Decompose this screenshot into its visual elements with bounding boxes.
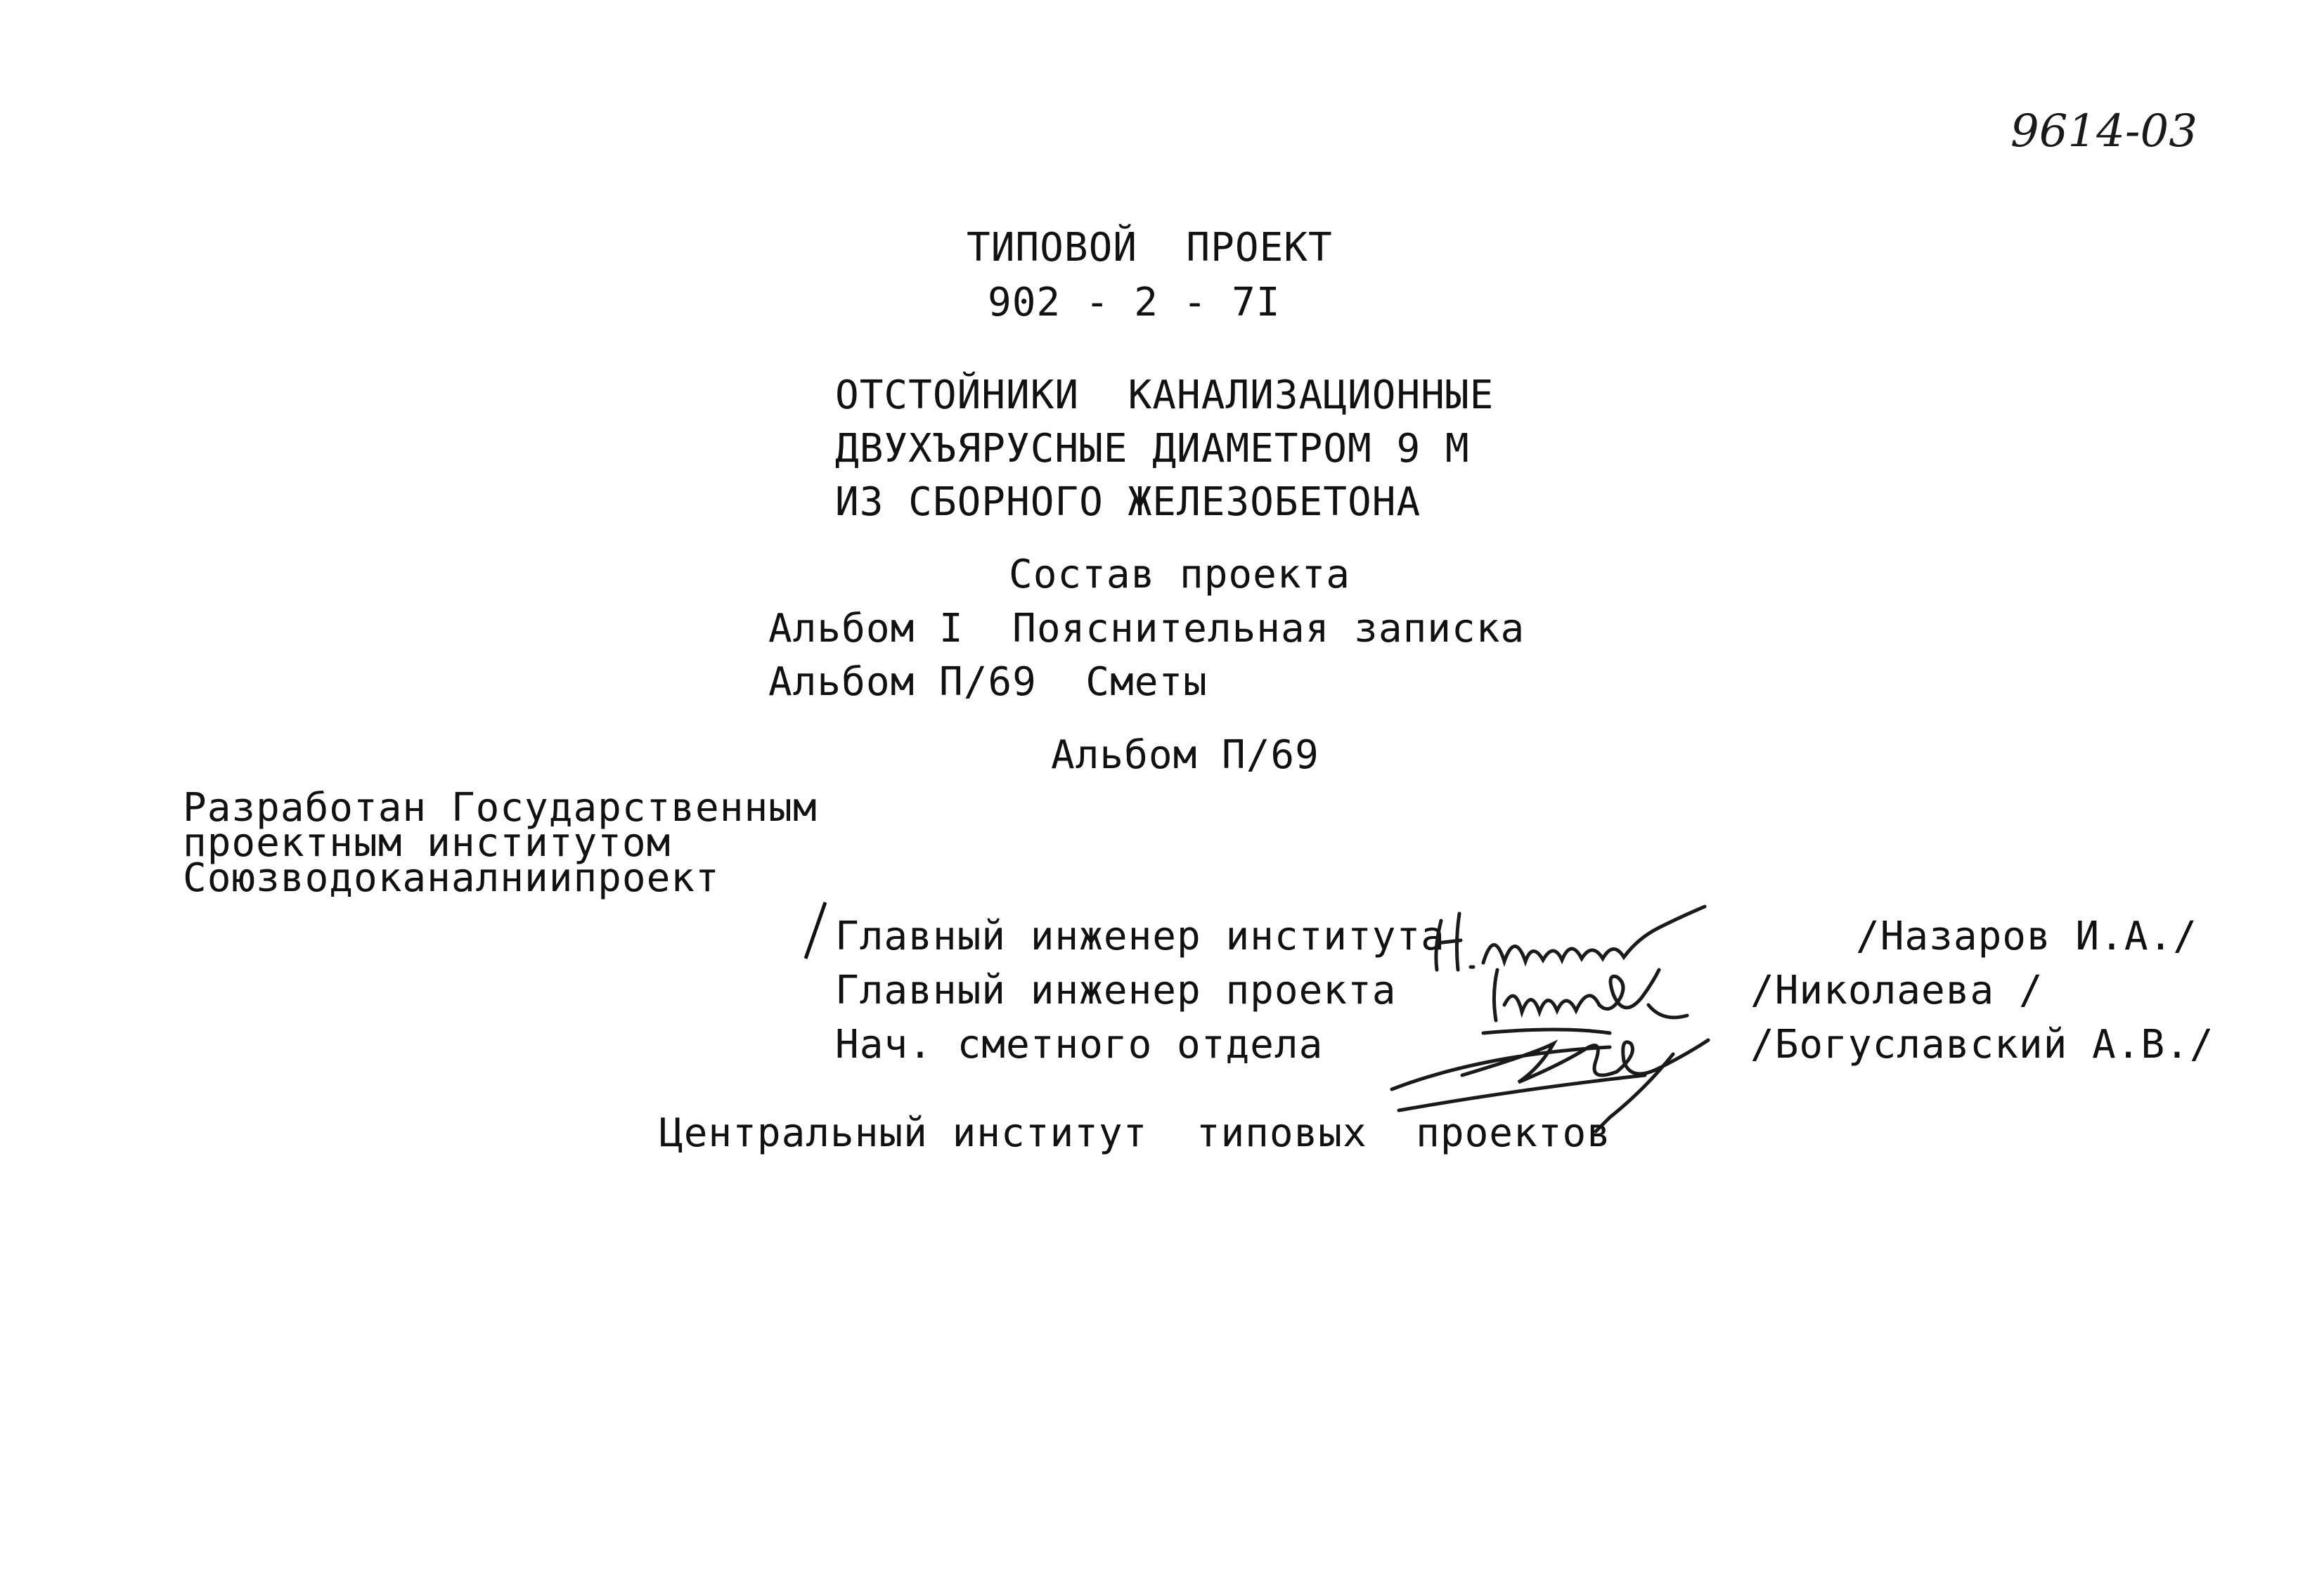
- publisher-line: Центральный институт типовых проектов: [659, 1110, 1611, 1156]
- composition-heading: Состав проекта: [1009, 552, 1351, 597]
- subject-line-3: ИЗ СБОРНОГО ЖЕЛЕЗОБЕТОНА: [835, 479, 1421, 525]
- current-album: Альбом П/69: [1051, 732, 1319, 778]
- signatory-role-2: Главный инженер проекта: [835, 968, 1397, 1013]
- project-number: 902 - 2 - 7I: [988, 280, 1281, 325]
- album-1: Альбом I Пояснительная записка: [768, 606, 1525, 651]
- signatory-role-3: Нач. сметного отдела: [835, 1022, 1324, 1067]
- archive-number: 9614-03: [2010, 105, 2197, 157]
- signatory-role-1: Главный инженер института: [835, 914, 1445, 959]
- project-type-title: ТИПОВОЙ ПРОЕКТ: [967, 225, 1333, 271]
- signatory-name-2: /Николаева /: [1750, 968, 2044, 1013]
- signatory-name-1: /Назаров И.А./: [1856, 914, 2198, 959]
- developer-line-1: Разработан Государственным: [183, 785, 818, 831]
- slash-mark: [801, 900, 829, 963]
- subject-line-2: ДВУХЪЯРУСНЫЕ ДИАМЕТРОМ 9 М: [835, 426, 1470, 472]
- developer-line-3: Союзводоканалниипроект: [183, 855, 720, 901]
- album-2: Альбом П/69 Сметы: [768, 659, 1208, 705]
- signatory-name-3: /Богуславский А.В./: [1750, 1022, 2214, 1067]
- subject-line-1: ОТСТОЙНИКИ КАНАЛИЗАЦИОННЫЕ: [835, 372, 1495, 418]
- developer-line-2: проектным институтом: [183, 820, 671, 866]
